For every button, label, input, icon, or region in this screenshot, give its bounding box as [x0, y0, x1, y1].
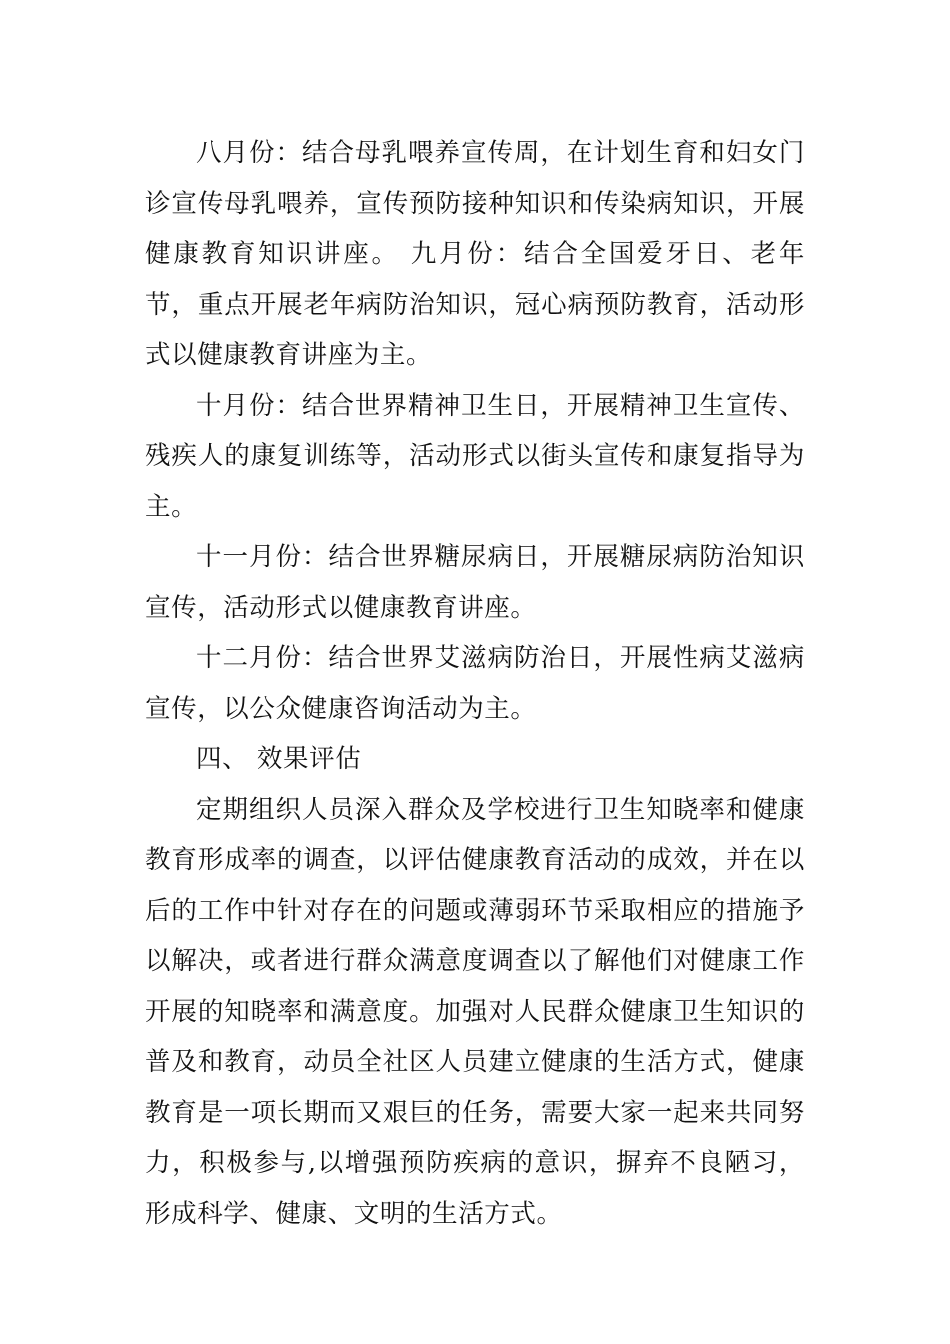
- section-heading-evaluation: 四、 效果评估: [196, 744, 362, 774]
- paragraph-evaluation: 定期组织人员深入群众及学校进行卫生知晓率和健康教育形成率的调查，以评估健康教育活动的成效，并在以后的工作中针对存在的问题或薄弱环节采取相应的措施予以解决，或者进行群众满意度调查以了解他们对健康工作开展的知晓率和满意度。加强对人民群众健康卫生知识的普及和教育，动员全社区人员建立健康的生活方式，健康教育是一项长期而又艰巨的任务，需要大家一起来共同努力，积极参与,以增强预防疾病的意识，摒弃不良陋习，形成科学、健康、文明的生活方式。: [145, 794, 805, 1229]
- paragraph-august-september: 八月份：结合母乳喂养宣传周，在计划生育和妇女门诊宣传母乳喂养，宣传预防接种知识和传染病知识，开展健康教育知识讲座。 九月份：结合全国爱牙日、老年节，重点开展老年病防治知识，冠心病预防教育，活动形式以健康教育讲座为主。: [145, 138, 805, 370]
- paragraph-november: 十一月份：结合世界糖尿病日，开展糖尿病防治知识宣传，活动形式以健康教育讲座。: [145, 542, 805, 623]
- paragraph-october: 十月份：结合世界精神卫生日，开展精神卫生宣传、残疾人的康复训练等，活动形式以街头宣传和康复指导为主。: [145, 390, 805, 522]
- paragraph-december: 十二月份：结合世界艾滋病防治日，开展性病艾滋病宣传，以公众健康咨询活动为主。: [145, 643, 805, 724]
- document-body: [145, 128, 805, 1239]
